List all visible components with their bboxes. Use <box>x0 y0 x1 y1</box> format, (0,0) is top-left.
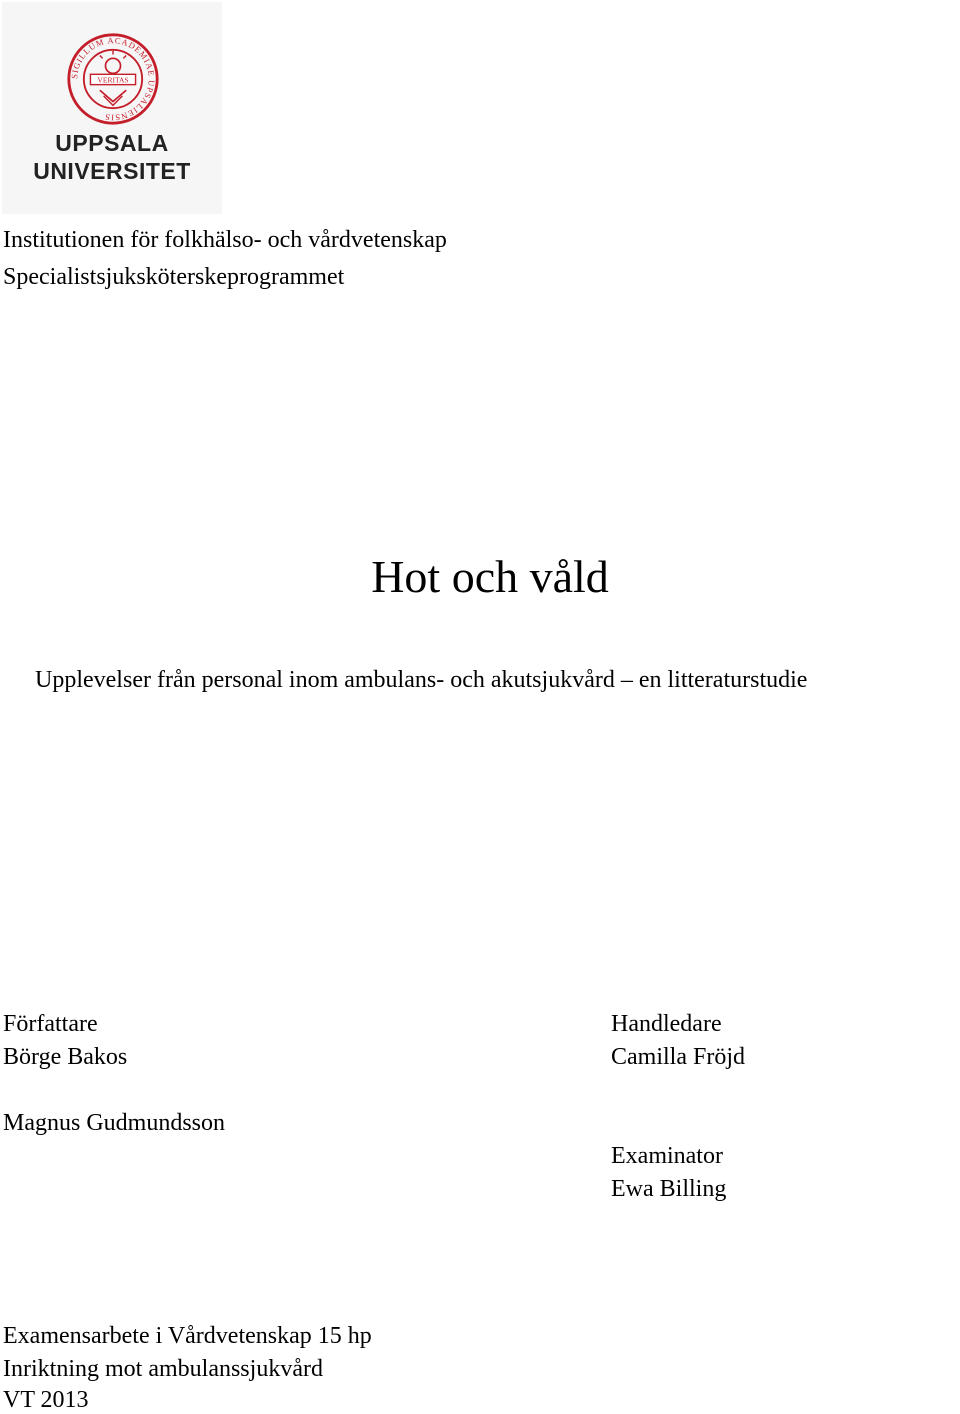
seal-ring-text: SIGILLUM ACADEMIAE UPSALIENSIS <box>69 35 157 123</box>
page-title: Hot och våld <box>371 551 609 602</box>
logo-text-universitet: UNIVERSITET <box>33 158 191 184</box>
supervisor-label: Handledare <box>611 1011 722 1037</box>
program-name: Specialistsjuksköterskeprogrammet <box>3 264 345 290</box>
subtitle: Upplevelser från personal inom ambulans- och akutsjukvård – en litteraturstudie <box>35 667 808 693</box>
authors-label: Författare <box>3 1011 98 1037</box>
term-info: VT 2013 <box>3 1387 89 1413</box>
author-name: Magnus Gudmundsson <box>3 1110 226 1136</box>
examiner-label: Examinator <box>611 1143 723 1169</box>
author-name: Börge Bakos <box>3 1044 128 1070</box>
course-info: Examensarbete i Vårdvetenskap 15 hp <box>3 1323 372 1349</box>
supervisor-name: Camilla Fröjd <box>611 1044 745 1070</box>
university-seal-icon <box>66 32 160 126</box>
specialization-info: Inriktning mot ambulanssjukvård <box>3 1356 323 1382</box>
examiner-name: Ewa Billing <box>611 1176 727 1202</box>
seal-banner-text: VERITAS <box>97 75 129 85</box>
logo-text-uppsala: UPPSALA <box>55 130 169 156</box>
department-name: Institutionen för folkhälso- och vårdvetenskap <box>3 227 447 253</box>
university-logo <box>2 2 222 214</box>
